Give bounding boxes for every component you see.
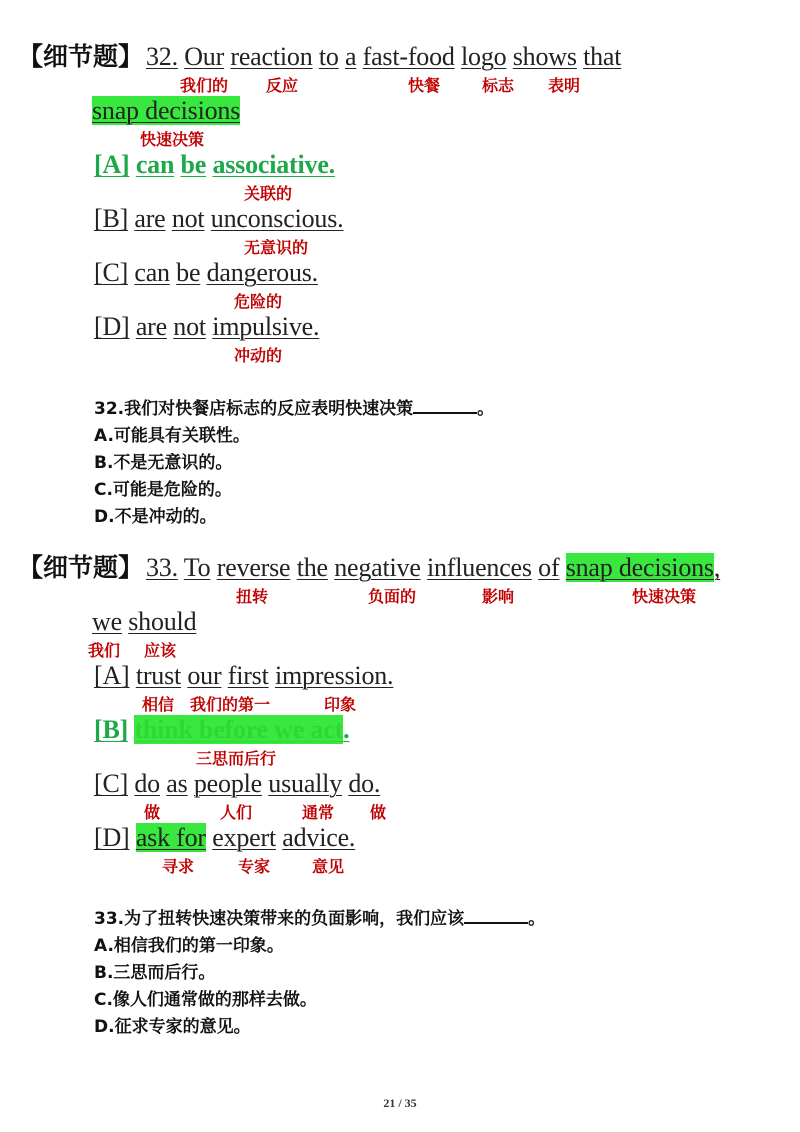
q32-translation-option: A.可能具有关联性。 <box>94 426 250 446</box>
gloss: 应该 <box>144 641 177 660</box>
translation-end: 。 <box>477 399 495 419</box>
gloss: 快速决策 <box>632 587 697 606</box>
gloss: 关联的 <box>244 184 293 203</box>
option-word: be <box>176 258 201 287</box>
option-word: impulsive. <box>212 312 320 341</box>
translation-text: 33.为了扭转快速决策带来的负面影响，我们应该 <box>94 909 465 929</box>
question-type-tag: 【细节题】 <box>18 42 144 71</box>
option-word: our <box>187 661 222 690</box>
gloss: 我们的 <box>180 76 229 95</box>
stem-word: to <box>318 42 339 71</box>
option-letter: [D] <box>94 312 130 341</box>
q33-translation-option: C.像人们通常做的那样去做。 <box>94 990 317 1010</box>
stem-word: Our <box>184 42 225 71</box>
gloss: 意见 <box>312 857 345 876</box>
option-word: expert <box>212 823 276 852</box>
stem-punctuation: , <box>713 553 721 582</box>
q33-stem-line2 <box>92 607 196 637</box>
option-letter: [C] <box>94 258 129 287</box>
option-word: can <box>135 150 175 179</box>
q33-option-d <box>94 823 355 853</box>
highlighted-answer: think before we act <box>134 715 344 744</box>
gloss: 人们 <box>220 803 253 822</box>
option-word: as <box>166 769 188 798</box>
gloss: 相信 <box>142 695 175 714</box>
q33-option-b <box>94 715 349 745</box>
answer-blank <box>464 906 528 924</box>
option-word: advice. <box>282 823 356 852</box>
option-word: associative. <box>212 150 335 179</box>
total-pages: 35 <box>404 1096 417 1110</box>
option-word: be <box>180 150 207 179</box>
option-word: are <box>135 312 167 341</box>
stem-word: we <box>92 607 122 636</box>
gloss: 无意识的 <box>244 238 309 257</box>
option-letter: [D] <box>94 823 130 852</box>
gloss: 表明 <box>548 76 581 95</box>
stem-word: To <box>183 553 211 582</box>
option-word: trust <box>135 661 182 690</box>
gloss: 危险的 <box>234 292 283 311</box>
stem-word: fast-food <box>362 42 455 71</box>
option-word: first <box>227 661 269 690</box>
option-letter: [C] <box>94 769 129 798</box>
translation-text: 32.我们对快餐店标志的反应表明快速决策 <box>94 399 414 419</box>
stem-word: the <box>296 553 328 582</box>
translation-end: 。 <box>528 909 546 929</box>
gloss: 印象 <box>324 695 357 714</box>
stem-word: reverse <box>216 553 291 582</box>
q32-stem-line2 <box>92 96 240 126</box>
q32-option-b <box>94 204 343 234</box>
option-word: are <box>134 204 166 233</box>
option-letter: [A] <box>94 150 130 179</box>
option-punctuation: . <box>343 715 350 744</box>
stem-word: logo <box>461 42 507 71</box>
page-number <box>0 1096 800 1111</box>
q32-option-c <box>94 258 318 288</box>
option-word: impression. <box>274 661 394 690</box>
gloss: 快速决策 <box>140 130 205 149</box>
gloss: 我们 <box>88 641 121 660</box>
gloss: 专家 <box>238 857 271 876</box>
q32-option-d <box>94 312 319 342</box>
q32-option-a <box>94 150 335 180</box>
gloss: 我们的第一 <box>190 695 271 714</box>
option-word: dangerous. <box>206 258 318 287</box>
stem-word: reaction <box>230 42 313 71</box>
gloss: 负面的 <box>368 587 417 606</box>
highlighted-phrase: snap decisions <box>92 96 241 125</box>
gloss: 做 <box>370 803 387 822</box>
stem-word: of <box>538 553 560 582</box>
gloss: 快餐 <box>408 76 441 95</box>
current-page: 21 <box>383 1096 396 1110</box>
option-letter: [A] <box>94 661 130 690</box>
option-letter: [B] <box>94 204 129 233</box>
gloss: 寻求 <box>162 857 195 876</box>
q33-translation-stem <box>94 906 545 931</box>
option-word: not <box>173 312 206 341</box>
page-separator: / <box>398 1096 402 1110</box>
q33-translation-option: A.相信我们的第一印象。 <box>94 936 284 956</box>
q33-option-c <box>94 769 380 799</box>
highlighted-phrase: ask for <box>135 823 206 852</box>
gloss: 通常 <box>302 803 335 822</box>
option-word: do <box>134 769 160 798</box>
question-type-tag: 【细节题】 <box>18 553 144 582</box>
gloss: 标志 <box>482 76 515 95</box>
stem-word: influences <box>426 553 532 582</box>
option-word: do. <box>348 769 381 798</box>
stem-word: negative <box>334 553 421 582</box>
stem-word: 32. <box>146 42 178 71</box>
option-letter: [B] <box>94 715 129 744</box>
gloss: 反应 <box>266 76 299 95</box>
answer-blank <box>413 396 477 414</box>
gloss: 冲动的 <box>234 346 283 365</box>
option-word: usually <box>268 769 343 798</box>
q32-translation-option: B.不是无意识的。 <box>94 453 233 473</box>
gloss: 三思而后行 <box>196 749 277 768</box>
gloss: 影响 <box>482 587 515 606</box>
q32-translation-option: D.不是冲动的。 <box>94 507 217 527</box>
stem-word: that <box>583 42 622 71</box>
q32-stem-line1 <box>146 42 621 72</box>
q33-stem-line1 <box>146 553 720 583</box>
highlighted-phrase: snap decisions <box>565 553 714 582</box>
q32-translation-stem <box>94 396 494 421</box>
option-word: people <box>193 769 262 798</box>
stem-word: a <box>344 42 357 71</box>
q32-translation-option: C.可能是危险的。 <box>94 480 232 500</box>
option-word: can <box>134 258 170 287</box>
gloss: 做 <box>144 803 161 822</box>
stem-word: should <box>128 607 197 636</box>
q33-option-a <box>94 661 393 691</box>
q33-translation-option: B.三思而后行。 <box>94 963 216 983</box>
stem-word: shows <box>512 42 577 71</box>
gloss: 扭转 <box>236 587 269 606</box>
q33-translation-option: D.征求专家的意见。 <box>94 1017 251 1037</box>
option-word: not <box>171 204 205 233</box>
option-word: unconscious. <box>210 204 344 233</box>
stem-word: 33. <box>146 553 178 582</box>
